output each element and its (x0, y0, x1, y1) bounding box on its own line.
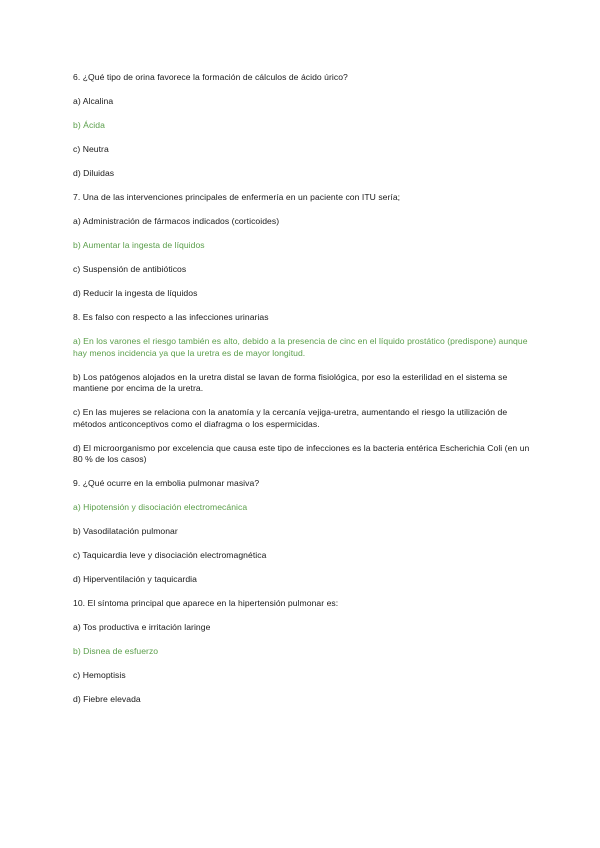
question-10 (73, 598, 530, 706)
option-d: d) Reducir la ingesta de líquidos (73, 288, 198, 298)
option-c: c) Suspensión de antibióticos (73, 264, 187, 274)
option-a-correct: a) En los varones el riesgo también es alto, debido a la presencia de cinc en el líquido prostático (predispone) aunque hay menos incidencia ya que la uretra es de mayor longitud. (73, 336, 528, 358)
option-d: d) Fiebre elevada (73, 694, 141, 704)
option-b-correct: b) Ácida (73, 120, 105, 130)
option-c: c) Taquicardia leve y disociación electromagnética (73, 550, 267, 560)
question-text: 7. Una de las intervenciones principales de enfermería en un paciente con ITU sería; (73, 192, 401, 202)
option-d: d) El microorganismo por excelencia que causa este tipo de infecciones es la bacteria entérica Escherichia Coli (en un 80 % de los casos) (73, 442, 530, 464)
question-8 (73, 312, 530, 466)
option-c: c) Hemoptisis (73, 670, 126, 680)
option-b: b) Los patógenos alojados en la uretra distal se lavan de forma fisiológica, por eso la esterilidad en el sistema se mantiene por encima de la uretra. (73, 371, 508, 393)
option-b-correct: b) Disnea de esfuerzo (73, 646, 159, 656)
option-d: d) Diluidas (73, 168, 115, 178)
option-a-correct: a) Hipotensión y disociación electromecánica (73, 502, 248, 512)
question-text: 6. ¿Qué tipo de orina favorece la formación de cálculos de ácido úrico? (73, 72, 348, 82)
question-7 (73, 192, 530, 300)
question-text: 8. Es falso con respecto a las infecciones urinarias (73, 312, 269, 322)
option-c: c) En las mujeres se relaciona con la anatomía y la cercanía vejiga-uretra, aumentando el riesgo la utilización de métodos anticonceptivos como el diafragma o los espermicidas. (73, 407, 508, 429)
option-a: a) Tos productiva e irritación laringe (73, 622, 211, 632)
option-b-correct: b) Aumentar la ingesta de líquidos (73, 240, 205, 250)
option-d: d) Hiperventilación y taquicardia (73, 574, 197, 584)
question-6 (73, 72, 530, 180)
question-text: 10. El síntoma principal que aparece en la hipertensión pulmonar es: (73, 598, 339, 608)
question-9 (73, 478, 530, 586)
option-b: b) Vasodilatación pulmonar (73, 526, 178, 536)
option-a: a) Administración de fármacos indicados (corticoides) (73, 216, 280, 226)
question-text: 9. ¿Qué ocurre en la embolia pulmonar masiva? (73, 478, 260, 488)
option-a: a) Alcalina (73, 96, 114, 106)
option-c: c) Neutra (73, 144, 109, 154)
